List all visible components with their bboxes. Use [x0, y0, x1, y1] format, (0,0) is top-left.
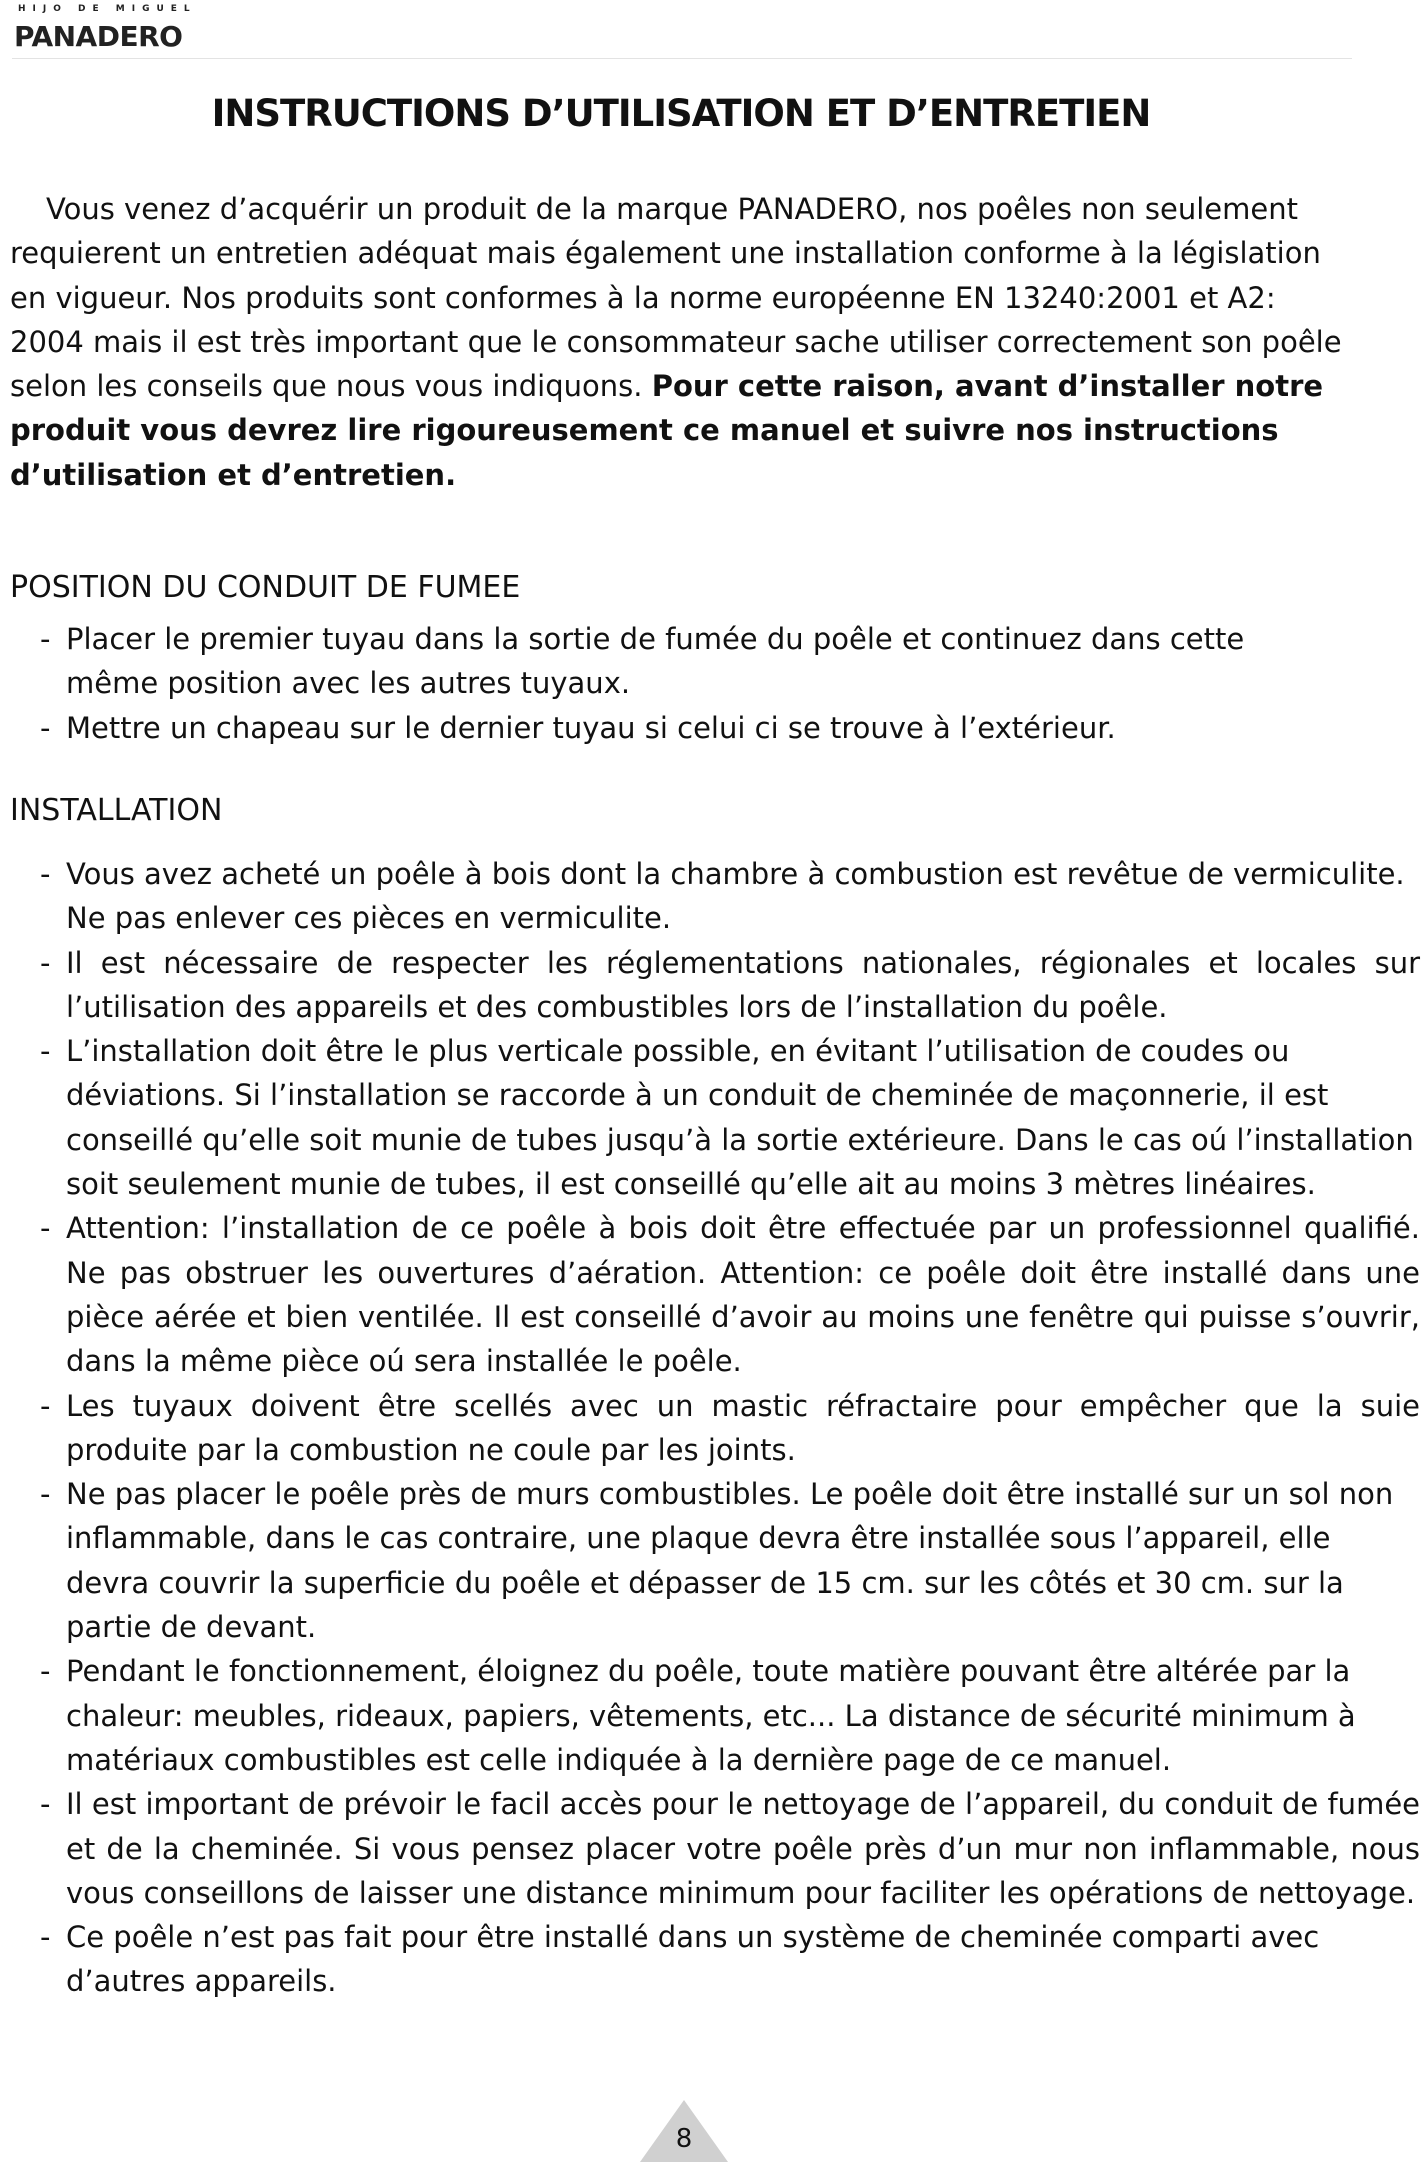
list-item-text: Placer le premier tuyau dans la sortie de fumée du poêle et continuez dans cette même position avec les autres tuyaux.: [66, 622, 1245, 701]
bullet-dash: -: [40, 1787, 51, 1822]
list-item: [40, 1782, 1420, 1915]
bullet-dash: -: [40, 710, 51, 745]
list-item: [40, 1649, 1420, 1782]
section-heading-position: POSITION DU CONDUIT DE FUMEE: [10, 570, 521, 605]
bullet-dash: -: [40, 1211, 51, 1246]
intro-paragraph: [10, 187, 1350, 497]
list-item-text: Il est nécessaire de respecter les réglementations nationales, régionales et locales sur l’utilisation des appareils et des combustibles lors de l’installation du poêle.: [66, 945, 1420, 1024]
bullet-dash: -: [40, 945, 51, 980]
section-heading-installation: INSTALLATION: [10, 793, 223, 828]
intro-text-bold: Pour cette raison, avant d’installer notre produit vous devrez lire rigoureusement ce manuel et suivre nos instructions d’utilisation et d’entretien.: [10, 369, 1324, 492]
bullet-dash: -: [40, 1920, 51, 1955]
intro-line-1: Vous venez d’acquérir un produit de la marque PANADERO, nos poêles non seulement: [46, 192, 1298, 226]
bullet-dash: -: [40, 1388, 51, 1423]
list-item: [40, 1384, 1420, 1473]
intro-line-3: en vigueur. Nos produits sont conformes à la norme européenne EN 13240:2001 et A2:: [10, 280, 1276, 315]
intro-line-2: requierent un entretien adéquat mais également une installation conforme à la législation: [10, 236, 1321, 271]
bullet-dash: -: [40, 1034, 51, 1069]
list-item: [40, 941, 1420, 1030]
list-item: [40, 1206, 1420, 1383]
intro-line-4: 2004 mais il est très important que le consommateur sache utiliser correctement son poêle: [10, 324, 1342, 359]
list-item-text: Ce poêle n’est pas fait pour être installé dans un système de cheminée comparti avec d’autres appareils.: [66, 1920, 1320, 1999]
list-item: [40, 1915, 1420, 2004]
intro-line-5: [10, 364, 1350, 497]
logo-tagline: HIJO DE MIGUEL: [18, 4, 197, 14]
list-item-text: Ne pas placer le poêle près de murs combustibles. Le poêle doit être installé sur un sol non inflammable, dans le cas contraire, une plaque devra être installée sous l’appareil, elle devra couvrir la superficie du poêle et dépasser de 15 cm. sur les côtés et 30 cm. sur la partie de devant.: [66, 1477, 1394, 1645]
page-title: INSTRUCTIONS D’UTILISATION ET D’ENTRETIEN: [211, 92, 1151, 135]
bullet-dash: -: [40, 857, 51, 891]
list-item-text: L’installation doit être le plus verticale possible, en évitant l’utilisation de coudes ou déviations. Si l’installation se raccorde à un conduit de cheminée de maçonnerie, il est conseillé qu’elle soit munie de tubes jusqu’à la sortie extérieure. Dans le cas oú l’installation soit seulement munie de tubes, il est conseillé qu’elle ait au moins 3 mètres linéaires.: [66, 1034, 1414, 1202]
list-item-text: Pendant le fonctionnement, éloignez du poêle, toute matière pouvant être altérée par la chaleur: meubles, rideaux, papiers, vêtements, etc... La distance de sécurité minimum à matériaux combustibles est celle indiquée à la dernière page de ce manuel.: [66, 1654, 1356, 1777]
list-item-text: Les tuyaux doivent être scellés avec un mastic réfractaire pour empêcher que la suie produite par la combustion ne coule par les joints.: [66, 1388, 1420, 1467]
list-item: [40, 617, 1340, 706]
list-item-text: Mettre un chapeau sur le dernier tuyau si celui ci se trouve à l’extérieur.: [66, 710, 1116, 745]
page-header: [12, 0, 1352, 59]
bullet-dash: -: [40, 1654, 51, 1689]
bullet-dash: -: [40, 622, 51, 656]
list-item: [40, 852, 1420, 941]
brand-logo: PANADERO: [14, 20, 183, 53]
list-item: [40, 1472, 1420, 1649]
list-item-text: Attention: l’installation de ce poêle à bois doit être effectuée par un professionnel qualifié. Ne pas obstruer les ouvertures d’aération. Attention: ce poêle doit être installé dans une pièce aérée et bien ventilée. Il est conseillé d’avoir au moins une fenêtre qui puisse s’ouvrir, dans la même pièce oú sera installée le poêle.: [66, 1211, 1420, 1379]
installation-list: [40, 852, 1420, 2004]
position-list: [40, 617, 1340, 750]
list-item-text: Vous avez acheté un poêle à bois dont la chambre à combustion est revêtue de vermiculite. Ne pas enlever ces pièces en vermiculite.: [66, 857, 1405, 936]
page-number: 8: [675, 2124, 693, 2154]
bullet-dash: -: [40, 1477, 51, 1512]
page-number-marker: [640, 2100, 728, 2162]
list-item: [40, 706, 1340, 750]
list-item-text: Il est important de prévoir le facil accès pour le nettoyage de l’appareil, du conduit de fumée et de la cheminée. Si vous pensez placer votre poêle près d’un mur non inflammable, nous vous conseillons de laisser une distance minimum pour faciliter les opérations de nettoyage.: [66, 1787, 1420, 1910]
list-item: [40, 1029, 1420, 1206]
intro-text-normal: selon les conseils que nous vous indiquons.: [10, 369, 652, 404]
